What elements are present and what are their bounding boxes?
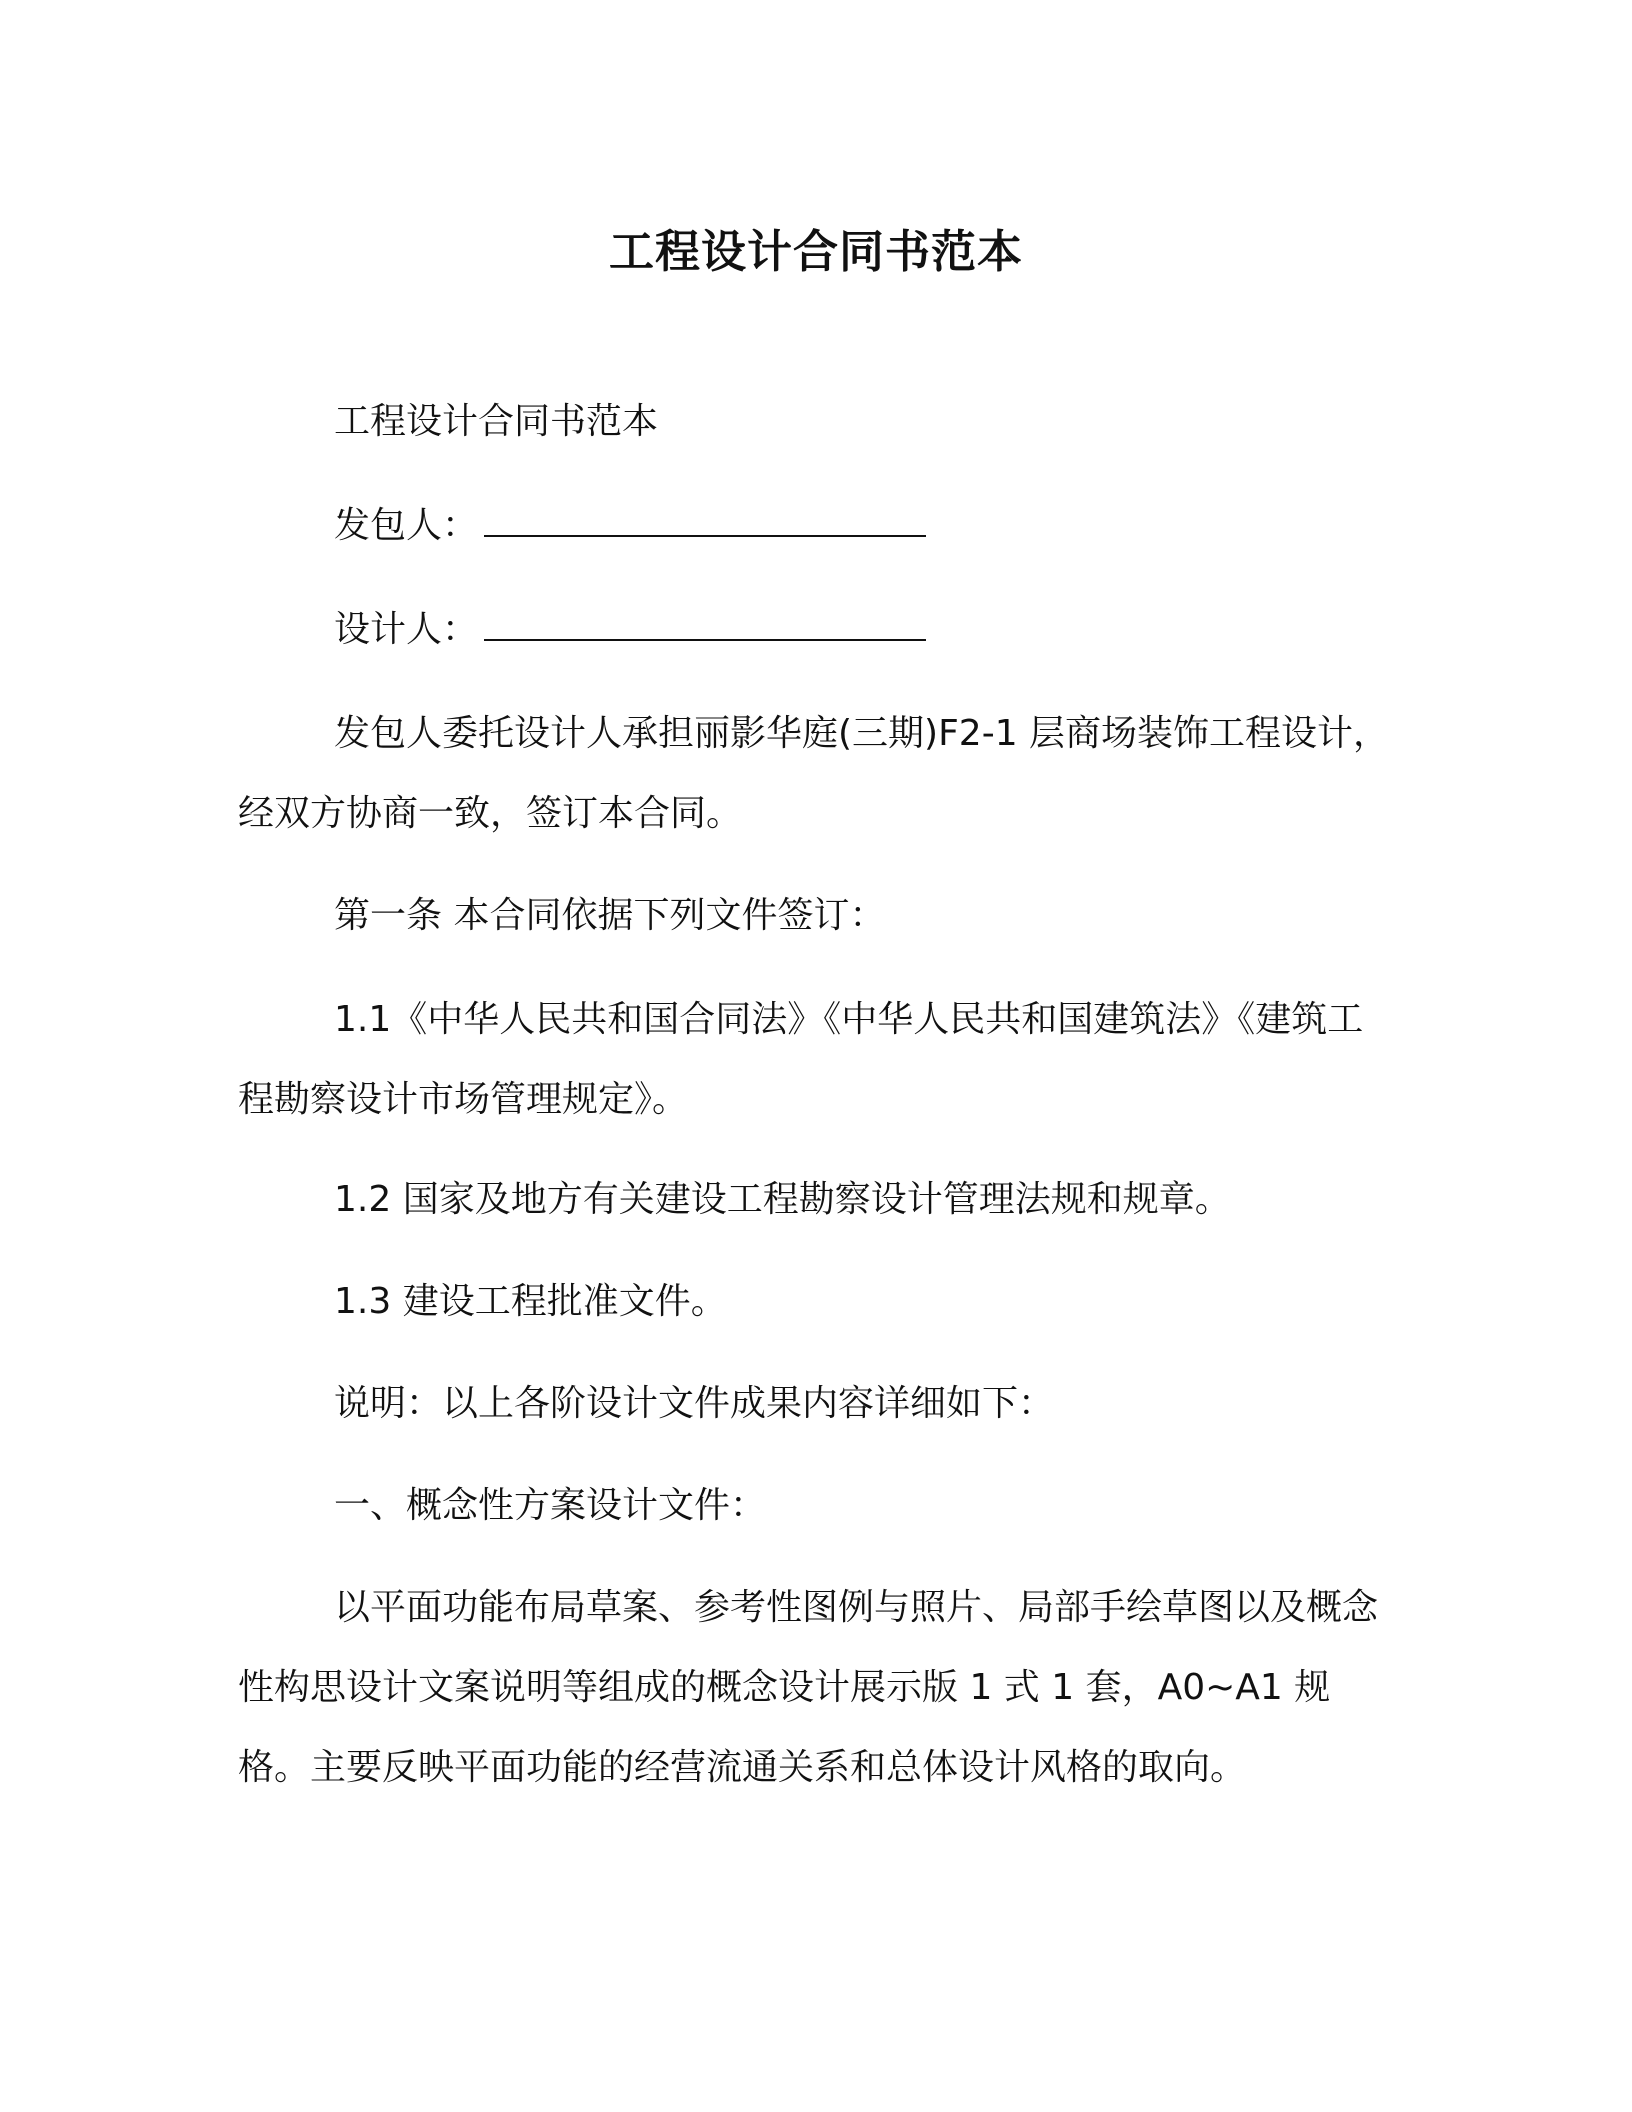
designer-field — [238, 590, 1398, 670]
item-1-2: 1.2 国家及地方有关建设工程勘察设计管理法规和规章。 — [334, 1179, 1231, 1220]
designer-label: 设计人： — [334, 609, 479, 650]
client-field — [238, 486, 1398, 566]
item-1-1: 1.1《中华人民共和国合同法》《中华人民共和国建筑法》《建筑工程勘察设计市场管理规定》。 — [238, 999, 1364, 1120]
document-subtitle: 工程设计合同书范本 — [334, 401, 659, 442]
item-1-3: 1.3 建设工程批准文件。 — [334, 1281, 727, 1322]
intro-paragraph: 发包人委托设计人承担丽影华庭(三期)F2-1 层商场装饰工程设计，经双方协商一致，签订本合同。 — [238, 713, 1390, 834]
note-paragraph: 说明：以上各阶设计文件成果内容详细如下： — [334, 1383, 1055, 1424]
document-title: 工程设计合同书范本 — [608, 225, 1023, 278]
designer-blank-line — [484, 605, 926, 641]
article-1-heading: 第一条 本合同依据下列文件签订： — [334, 895, 886, 936]
client-label: 发包人： — [334, 505, 479, 546]
client-blank-line — [484, 501, 926, 537]
section-1-heading: 一、概念性方案设计文件： — [334, 1485, 767, 1526]
section-1-body: 以平面功能布局草案、参考性图例与照片、局部手绘草图以及概念性构思设计文案说明等组成的概念设计展示版 1 式 1 套，A0~A1 规格。主要反映平面功能的经营流通关系和总体设计风格的取向。 — [238, 1587, 1379, 1788]
